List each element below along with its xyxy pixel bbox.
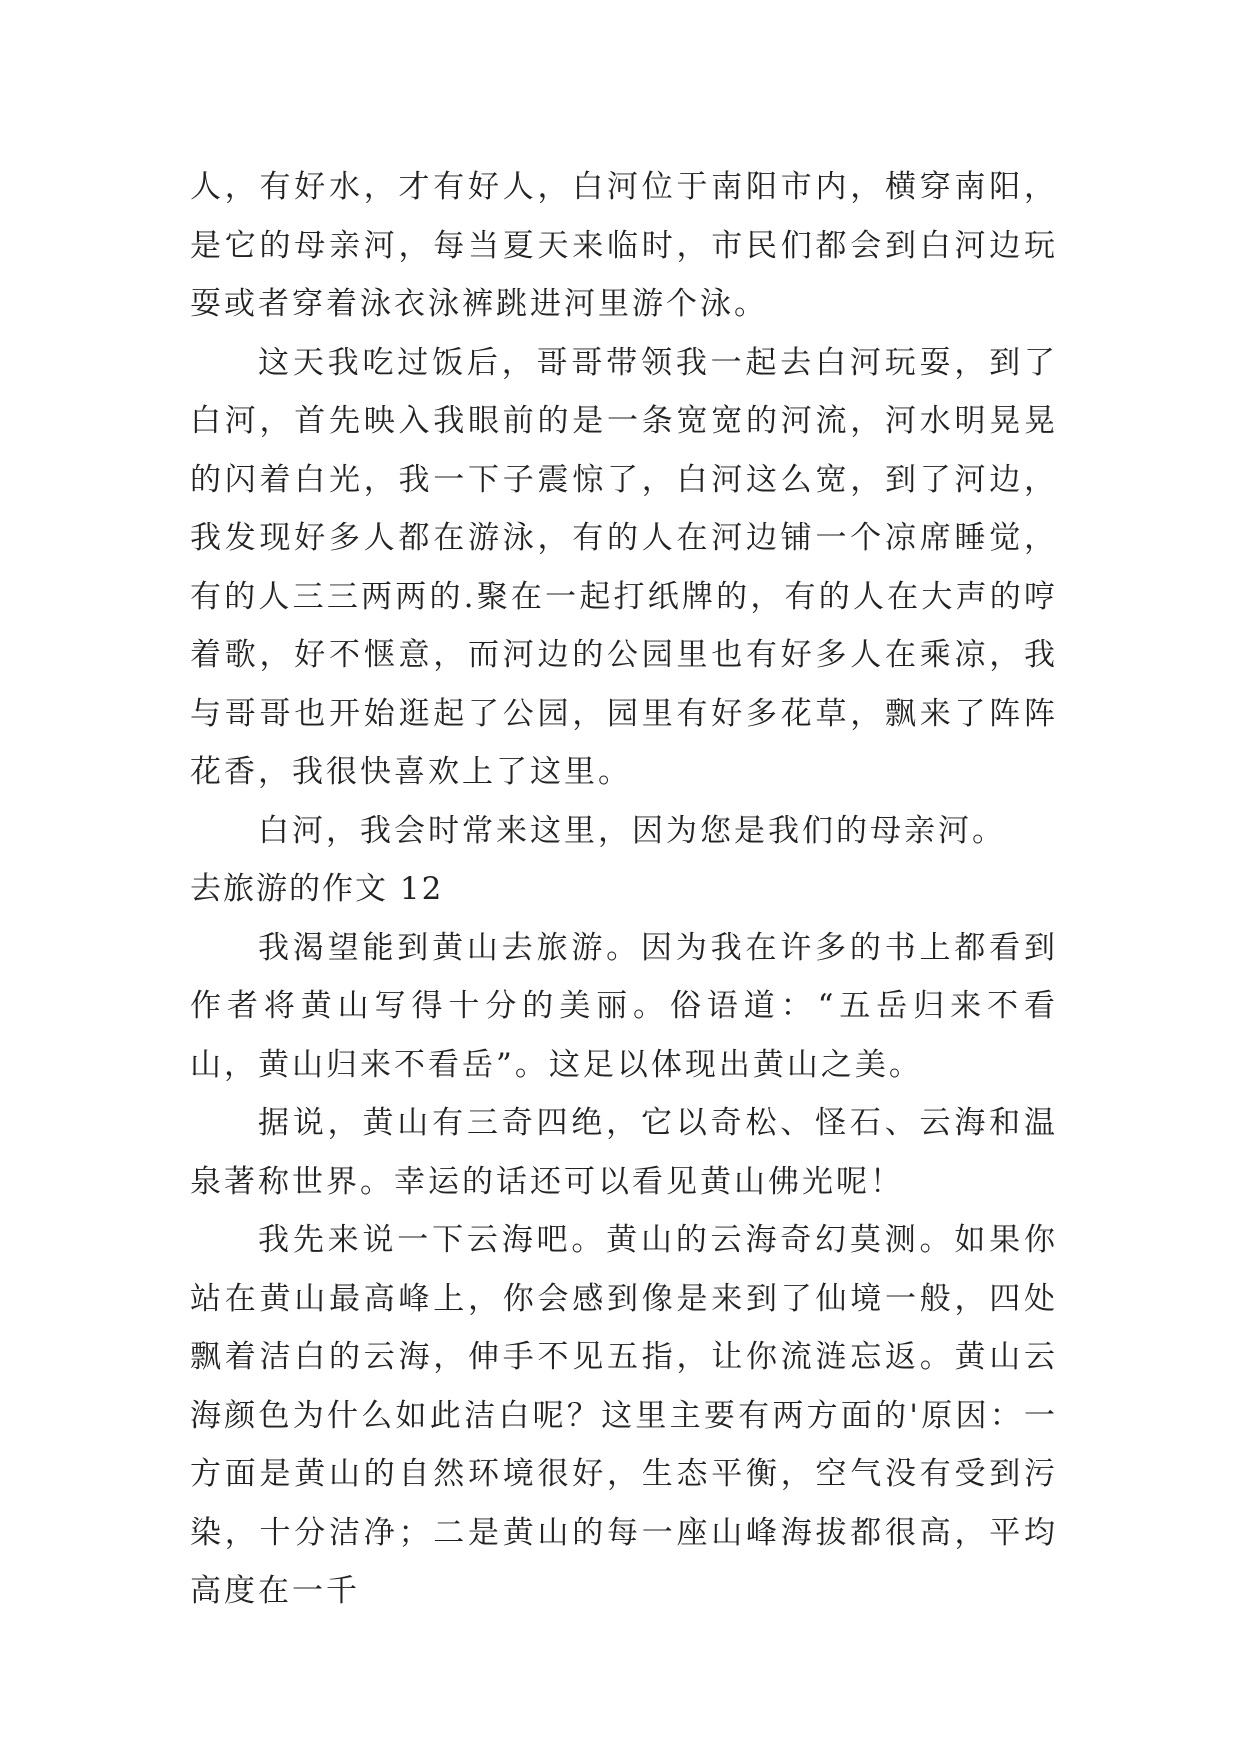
paragraph-huangshan-clouds: 我先来说一下云海吧。黄山的云海奇幻莫测。如果你站在黄山最高峰上，你会感到像是来到了仙境一般，四处飘着洁白的云海，伸手不见五指，让你流涟忘返。黄山云海颜色为什么如此洁白呢？这里主要有两方面的'原因：一方面是黄山的自然环境很好，生态平衡，空气没有受到污染，十分洁净；二是黄山的每一座山峰海拔都很高，平均高度在一千 — [190, 1222, 1058, 1609]
paragraph-bai-river-intro: 人，有好水，才有好人，白河位于南阳市内，横穿南阳，是它的母亲河，每当夏天来临时，市民们都会到白河边玩耍或者穿着泳衣泳裤跳进河里游个泳。 — [190, 169, 1058, 322]
paragraph-bai-river-closing: 白河，我会时常来这里，因为您是我们的母亲河。 — [258, 812, 1006, 849]
essay-heading: 去旅游的作文 12 — [190, 871, 444, 907]
paragraph-huangshan-wonders: 据说，黄山有三奇四绝，它以奇松、怪石、云海和温泉著称世界。幸运的话还可以看见黄山佛光呢！ — [190, 1105, 1058, 1200]
document-body — [190, 158, 1058, 1621]
paragraph-bai-river-visit: 这天我吃过饭后，哥哥带领我一起去白河玩耍，到了白河，首先映入我眼前的是一条宽宽的河流，河水明晃晃的闪着白光，我一下子震惊了，白河这么宽，到了河边，我发现好多人都在游泳，有的人在河边铺一个凉席睡觉，有的人三三两两的.聚在一起打纸牌的，有的人在大声的哼着歌，好不惬意，而河边的公园里也有好多人在乘凉，我与哥哥也开始逛起了公园，园里有好多花草，飘来了阵阵花香，我很快喜欢上了这里。 — [190, 344, 1058, 790]
paragraph-huangshan-wish: 我渴望能到黄山去旅游。因为我在许多的书上都看到作者将黄山写得十分的美丽。俗语道：“五岳归来不看山，黄山归来不看岳”。这足以体现出黄山之美。 — [190, 929, 1058, 1083]
